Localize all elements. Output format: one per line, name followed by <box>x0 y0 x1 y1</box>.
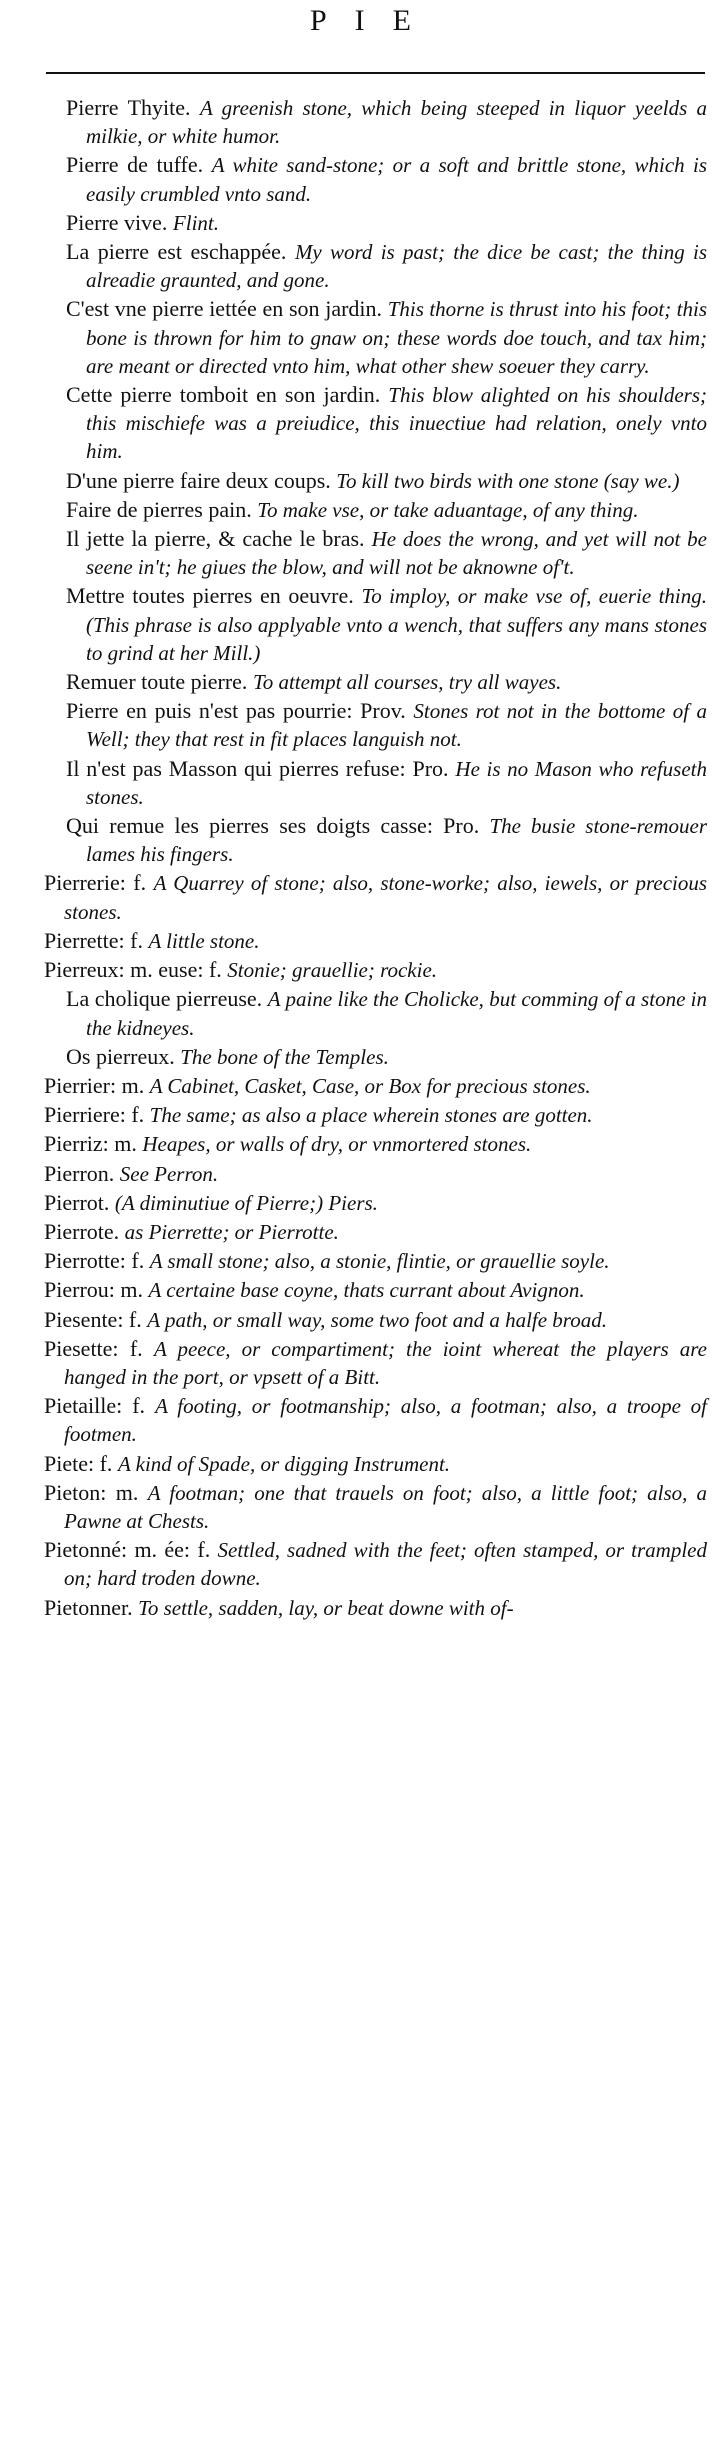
entry-definition: A footing, or footmanship; also, a footman; also, a troope of footmen. <box>64 1394 708 1447</box>
entry-definition: The bone of the Temples. <box>180 1044 389 1069</box>
dictionary-entry <box>44 525 707 581</box>
dictionary-entry <box>44 1101 707 1129</box>
entry-definition: To imploy, or make vse of, euerie thing. (This phrase is also applyable vnto a wench, that suffers any mans stones to grind at her Mill.) <box>86 584 708 665</box>
dictionary-entry <box>44 1392 707 1448</box>
dictionary-entry <box>44 1247 707 1275</box>
entry-headword: Pierrier: m. <box>44 1072 145 1098</box>
entry-headword: Piesente: f. <box>44 1306 142 1332</box>
entry-headword: Il n'est pas Masson qui pierres refuse: Pro. <box>66 755 449 781</box>
entry-definition: A greenish stone, which being steeped in liquor yeelds a milkie, or white humor. <box>86 96 708 149</box>
entry-headword: Pierre Thyite. <box>66 95 191 120</box>
page-header: PIE <box>310 4 439 37</box>
dictionary-entry <box>44 209 707 237</box>
entry-headword: La cholique pierreuse. <box>66 986 263 1012</box>
entry-definition: A peece, or compartiment; the ioint whereat the players are hanged in the port, or vpsett of a Bitt. <box>64 1336 707 1389</box>
entry-definition: Flint. <box>172 210 219 235</box>
entry-headword: Piete: f. <box>44 1450 113 1476</box>
entry-definition: Stonie; grauellie; rockie. <box>227 958 438 983</box>
entry-headword: Pierre vive. <box>66 209 168 235</box>
dictionary-entry <box>44 927 707 955</box>
entry-definition: Settled, sadned with the feet; often stamped, or trampled on; hard troden downe. <box>64 1538 708 1591</box>
entry-definition: See Perron. <box>119 1161 219 1186</box>
entry-headword: Piesette: f. <box>44 1335 143 1361</box>
entry-definition: Heapes, or walls of dry, or vnmortered stones. <box>142 1132 532 1157</box>
entry-headword: D'une pierre faire deux coups. <box>66 467 331 493</box>
entry-definition: To attempt all courses, try all wayes. <box>252 670 562 695</box>
entry-headword: Il jette la pierre, & cache le bras. <box>66 526 365 552</box>
dictionary-entry <box>44 295 707 380</box>
entry-definition: He does the wrong, and yet will not be seene in't; he giues the blow, and will not be aknowne of't. <box>86 527 707 580</box>
dictionary-entry <box>44 812 707 868</box>
dictionary-entry <box>44 467 707 495</box>
entry-definition: Stones rot not in the bottome of a Well; they that rest in fit places languish not. <box>86 699 707 752</box>
entry-headword: Mettre toutes pierres en oeuvre. <box>66 583 354 609</box>
dictionary-entry <box>44 1479 707 1535</box>
entry-headword: Pierriere: f. <box>44 1102 145 1128</box>
dictionary-entry <box>44 381 707 466</box>
entry-headword: Pierrotte: f. <box>44 1248 145 1274</box>
entry-headword: Pierriz: m. <box>44 1131 137 1157</box>
entry-definition: A certaine base coyne, thats currant about Avignon. <box>148 1278 585 1303</box>
dictionary-entry <box>44 1130 707 1158</box>
entry-definition: To settle, sadden, lay, or beat downe with of- <box>138 1595 514 1620</box>
entry-headword: Cette pierre tomboit en son jardin. <box>66 382 381 408</box>
dictionary-entry <box>44 1594 707 1622</box>
dictionary-entry <box>44 582 707 667</box>
entry-headword: Faire de pierres pain. <box>66 496 252 522</box>
entry-definition: To kill two birds with one stone (say we.) <box>336 468 680 493</box>
entry-headword: Pierrou: m. <box>44 1277 143 1303</box>
entry-headword: Pierrote. <box>44 1218 120 1244</box>
dictionary-entry <box>44 1218 707 1246</box>
entry-definition: A white sand-stone; or a soft and brittle stone, which is easily crumbled vnto sand. <box>86 153 708 206</box>
entry-definition: To make vse, or take aduantage, of any thing. <box>257 497 639 522</box>
entry-headword: Pierron. <box>44 1160 115 1186</box>
entry-definition: The same; as also a place wherein stones are gotten. <box>149 1103 593 1128</box>
entry-definition: This blow alighted on his shoulders; this mischiefe was a preiudice, this inuectiue had relation, onely vnto him. <box>86 383 708 464</box>
dictionary-entry <box>44 697 707 753</box>
dictionary-entry <box>44 1276 707 1304</box>
entry-headword: Pietonné: m. ée: f. <box>44 1537 211 1563</box>
dictionary-column <box>44 94 707 1623</box>
dictionary-entry <box>44 985 707 1041</box>
entry-headword: Pierre de tuffe. <box>66 152 204 178</box>
entry-headword: C'est vne pierre iettée en son jardin. <box>66 296 383 322</box>
entry-definition: A kind of Spade, or digging Instrument. <box>117 1451 451 1476</box>
entry-headword: Qui remue les pierres ses doigts casse: Pro. <box>66 813 480 839</box>
dictionary-entry <box>44 1536 707 1592</box>
entry-definition: (A diminutiue of Pierre;) Piers. <box>114 1190 378 1215</box>
dictionary-entry <box>44 956 707 984</box>
dictionary-entry <box>44 1450 707 1478</box>
entry-definition: A Quarrey of stone; also, stone-worke; also, iewels, or precious stones. <box>64 871 708 924</box>
entry-headword: Os pierreux. <box>66 1043 175 1069</box>
dictionary-entry <box>44 1189 707 1217</box>
header-rule <box>46 72 705 74</box>
dictionary-entry <box>44 94 707 150</box>
entry-definition: My word is past; the dice be cast; the thing is alreadie graunted, and gone. <box>86 240 708 293</box>
entry-headword: Pierrerie: f. <box>44 870 147 896</box>
entry-headword: Pietonner. <box>44 1594 133 1620</box>
entry-headword: Pietaille: f. <box>44 1393 146 1419</box>
dictionary-entry <box>44 1043 707 1071</box>
dictionary-entry <box>44 151 707 207</box>
entry-definition: A paine like the Cholicke, but comming of a stone in the kidneyes. <box>86 987 708 1040</box>
dictionary-entry <box>44 755 707 811</box>
dictionary-entry <box>44 1072 707 1100</box>
entry-definition: A footman; one that trauels on foot; also, a little foot; also, a Pawne at Chests. <box>64 1480 708 1533</box>
entry-definition: A little stone. <box>148 928 260 953</box>
entry-headword: Pierre en puis n'est pas pourrie: Prov. <box>66 698 406 724</box>
dictionary-entry <box>44 496 707 524</box>
entry-definition: as Pierrette; or Pierrotte. <box>124 1219 339 1244</box>
entry-headword: Pierreux: m. euse: f. <box>44 957 222 983</box>
entry-definition: A small stone; also, a stonie, flintie, or grauellie soyle. <box>149 1249 610 1274</box>
entry-definition: He is no Mason who refuseth stones. <box>86 756 708 809</box>
entry-headword: Pierrot. <box>44 1189 110 1215</box>
dictionary-entry <box>44 1306 707 1334</box>
entry-headword: Remuer toute pierre. <box>66 669 248 695</box>
dictionary-entry <box>44 238 707 294</box>
dictionary-entry <box>44 1160 707 1188</box>
dictionary-entry <box>44 1335 707 1391</box>
entry-headword: La pierre est eschappée. <box>66 239 287 265</box>
dictionary-entry <box>44 668 707 696</box>
dictionary-entry <box>44 869 707 925</box>
entry-headword: Pieton: m. <box>44 1479 139 1505</box>
entry-definition: A Cabinet, Casket, Case, or Box for precious stones. <box>149 1073 591 1098</box>
entry-headword: Pierrette: f. <box>44 927 143 953</box>
entry-definition: This thorne is thrust into his foot; this bone is thrown for him to gnaw on; these words doe touch, and tax him; are meant or directed vnto him, what other shew soeuer they carry. <box>86 297 707 378</box>
entry-definition: The busie stone-remouer lames his fingers. <box>86 814 707 867</box>
entry-definition: A path, or small way, some two foot and a halfe broad. <box>147 1307 607 1332</box>
